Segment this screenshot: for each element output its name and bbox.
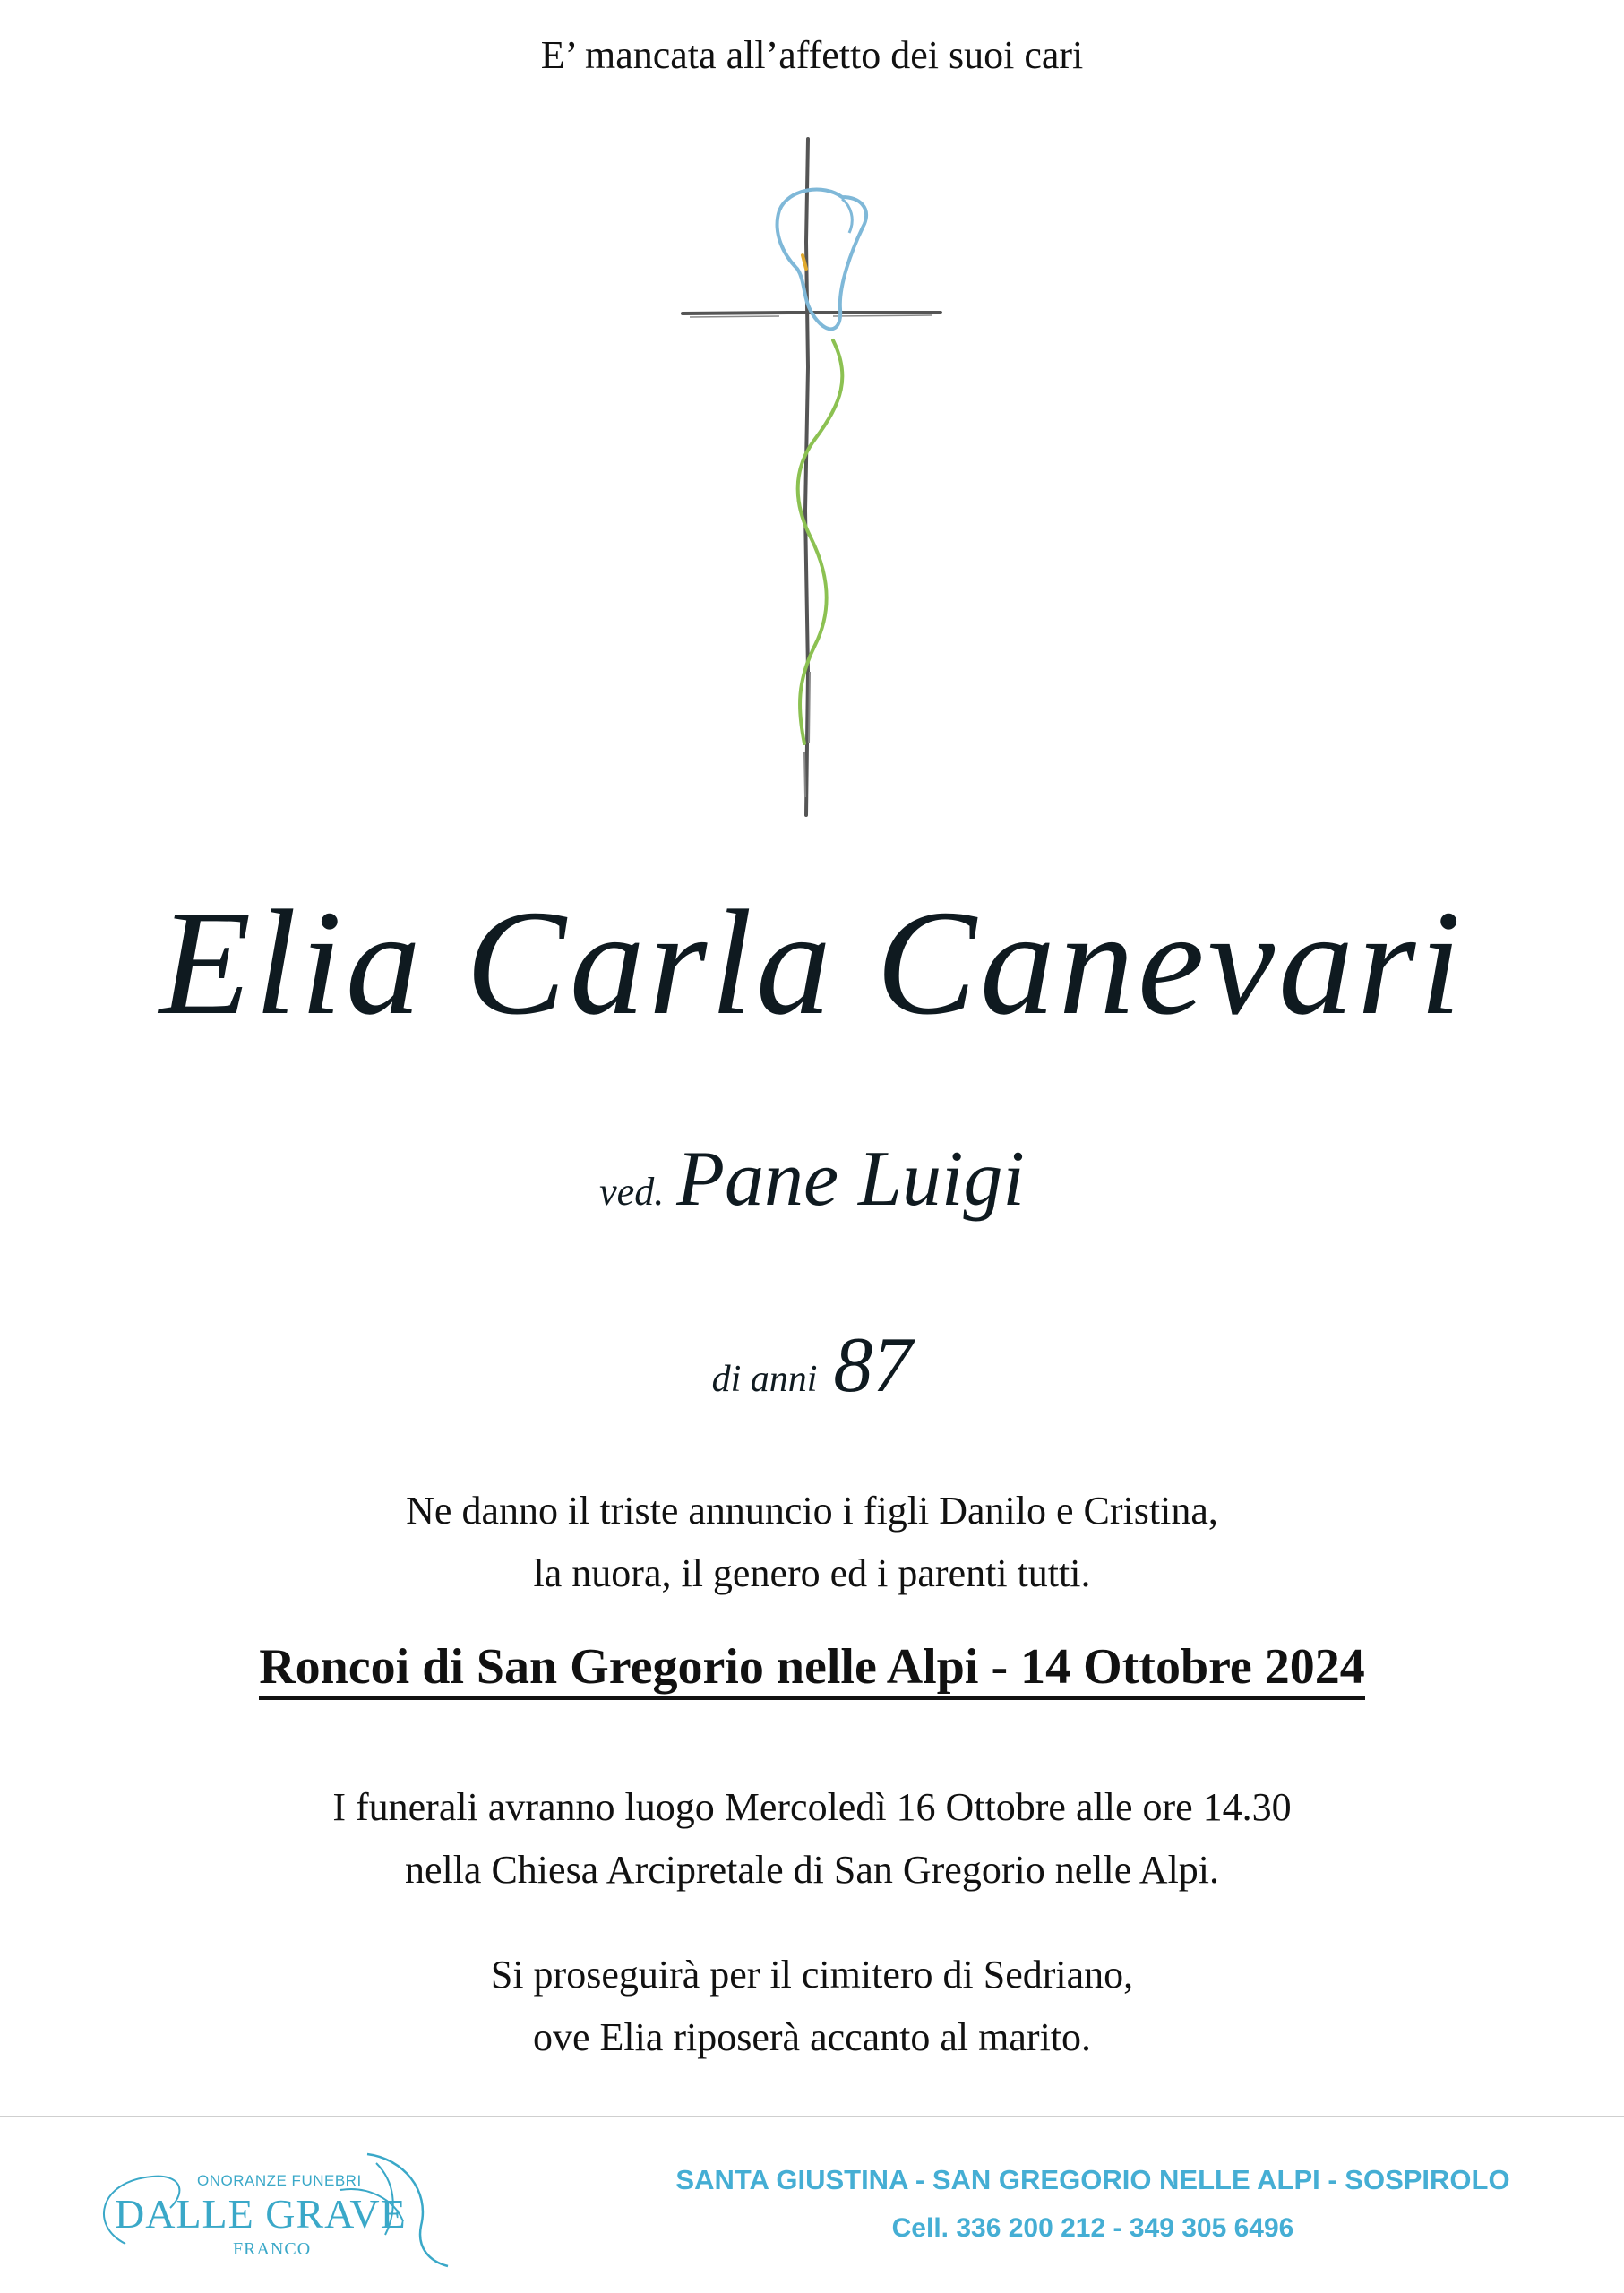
footer-divider	[0, 2116, 1624, 2117]
funeral-home-logo	[72, 2136, 502, 2271]
logo-tagline: ONORANZE FUNEBRI	[197, 2172, 362, 2189]
place-date-heading	[0, 1635, 1624, 1699]
intro-text: E’ mancata all’affetto dei suoi cari	[540, 33, 1084, 77]
widow-prefix: ved.	[599, 1170, 665, 1214]
announcement	[0, 1480, 1624, 1605]
deceased-name: Elia Carla Canevari	[159, 880, 1465, 1046]
spouse-name: Pane Luigi	[676, 1136, 1025, 1223]
burial-info	[0, 1944, 1624, 2069]
age-value: 87	[833, 1322, 913, 1409]
announcement-line-2: la nuora, il genero ed i parenti tutti.	[533, 1551, 1091, 1595]
announcement-line-1: Ne danno il triste annuncio i figli Danilo e Cristina,	[406, 1489, 1218, 1533]
funeral-line-2: nella Chiesa Arcipretale di San Gregorio nelle Alpi.	[404, 1848, 1220, 1892]
funeral-info	[0, 1776, 1624, 1902]
cross-lily-icon	[672, 134, 958, 833]
logo-brand: DALLE GRAVE	[115, 2191, 407, 2237]
widow-line	[0, 1130, 1624, 1241]
place-date-text: Roncoi di San Gregorio nelle Alpi - 14 Ottobre 2024	[259, 1639, 1365, 1700]
burial-line-1: Si proseguirà per il cimitero di Sedriano,	[490, 1953, 1134, 1997]
age-line	[0, 1317, 1624, 1429]
logo-sub: FRANCO	[233, 2239, 312, 2259]
funeral-line-1: I funerali avranno luogo Mercoledì 16 Ottobre alle ore 14.30	[332, 1785, 1292, 1829]
burial-line-2: ove Elia riposerà accanto al marito.	[532, 2015, 1092, 2059]
footer-locations: SANTA GIUSTINA - SAN GREGORIO NELLE ALPI - SOSPIROLO	[675, 2164, 1510, 2195]
age-prefix: di anni	[711, 1359, 818, 1400]
footer-phone: Cell. 336 200 212 - 349 305 6496	[891, 2213, 1294, 2243]
